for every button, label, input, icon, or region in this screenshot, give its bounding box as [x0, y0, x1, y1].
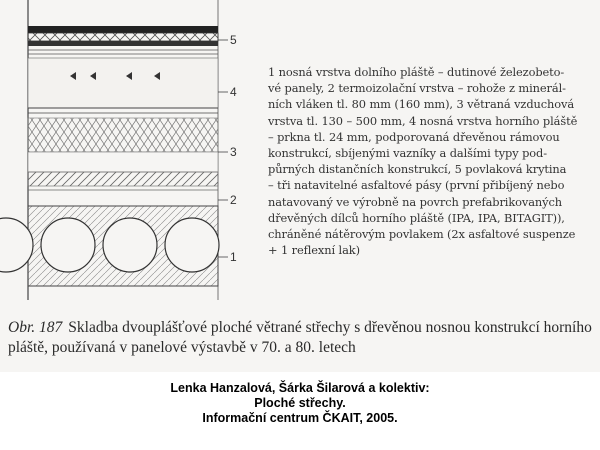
roof-section-diagram [0, 0, 260, 312]
label-layer-3: 3 [230, 145, 237, 159]
legend-line: – prkna tl. 24 mm, podporovaná dřevěnou rámovou [268, 129, 560, 144]
label-layer-2: 2 [230, 193, 237, 207]
credit-authors: Lenka Hanzalová, Šárka Šilarová a kolektiv: [170, 381, 430, 395]
layer-hollow-core-panel [0, 206, 219, 286]
legend-line: + 1 reflexní lak) [268, 243, 360, 258]
legend-text [268, 64, 593, 258]
label-layer-4: 4 [230, 85, 237, 99]
legend-line: chráněné nátěrovým povlakem (2x asfaltové suspenze [268, 227, 576, 242]
legend-line: – tři natavitelné asfaltové pásy (první přibíjený nebo [268, 178, 565, 193]
legend-line: ních vláken tl. 80 mm (160 mm), 3 větraná vzduchová [268, 97, 575, 112]
legend-line: 1 nosná vrstva dolního pláště – dutinové železobeto- [268, 65, 565, 79]
legend-line: vrstva tl. 130 – 500 mm, 4 nosná vrstva horního pláště [268, 113, 578, 128]
figure-caption [8, 318, 593, 358]
label-layer-1: 1 [230, 250, 237, 264]
layer-timber-boards [28, 58, 218, 113]
legend-line: dřevěných dílců horního pláště (IPA, IPA, BITAGIT)), [268, 210, 565, 225]
label-layer-5: 5 [230, 33, 237, 47]
legend-line: půrných distančních konstrukcí, 5 povlaková krytina [268, 162, 567, 177]
credit-book-title: Ploché střechy. [254, 396, 346, 410]
legend-line: konstrukcí, sbíjenými vazníky a dalšími typy pod- [268, 146, 547, 161]
figure-caption-text: Skladba dvouplášťové ploché větrané střechy s dřevěnou nosnou konstrukcí horního pláště, používaná v panelové výstavbě v 70. a 80. letech [8, 319, 592, 356]
layer-roofing [28, 26, 218, 54]
layer-air-gap [28, 118, 218, 152]
layer-insulation [28, 152, 218, 190]
leader-lines [218, 40, 228, 257]
credit-publisher: Informační centrum ČKAIT, 2005. [202, 411, 398, 425]
figure-number: Obr. 187 [8, 319, 63, 336]
legend-line: natavovaný ve výrobně na povrch prefabrikovaných [268, 194, 563, 209]
legend-line: vé panely, 2 termoizolační vrstva – rohože z minerál- [268, 81, 566, 96]
source-credit [0, 381, 600, 426]
